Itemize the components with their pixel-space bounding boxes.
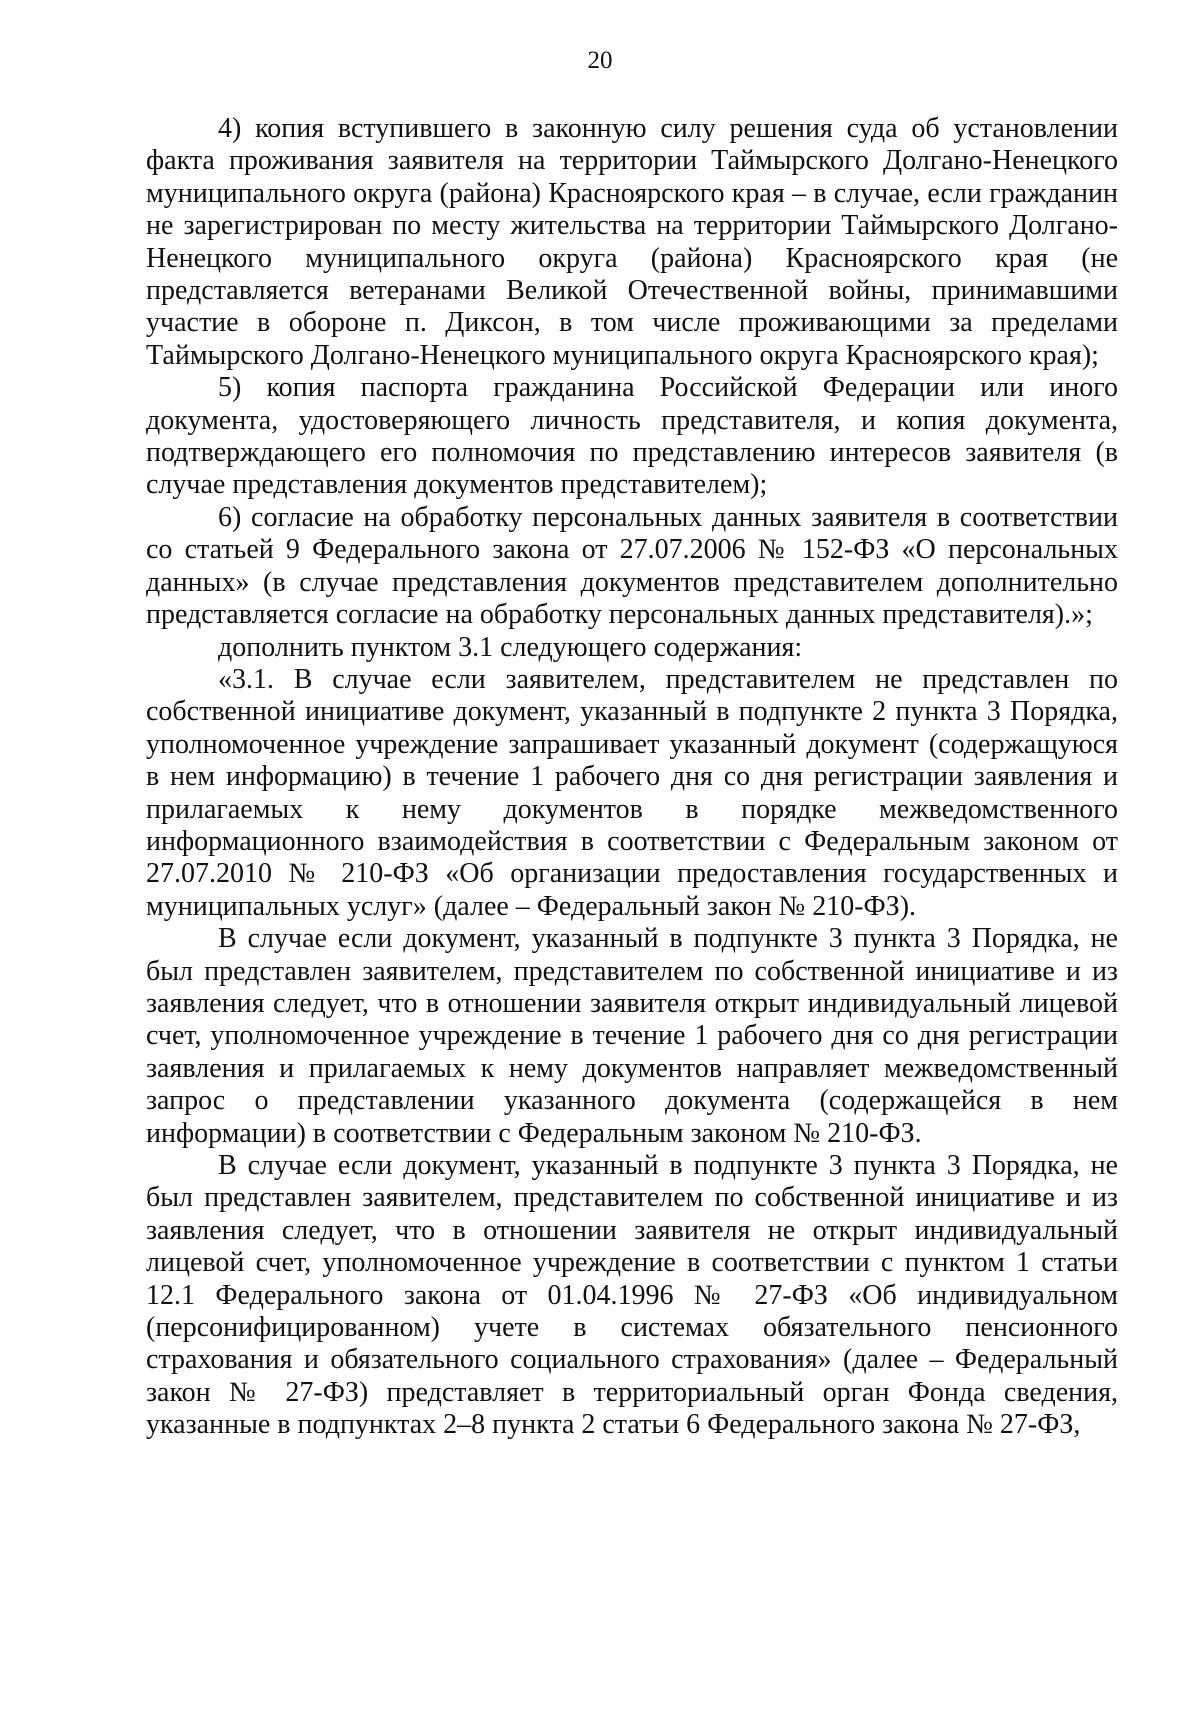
page-number: 20: [587, 47, 613, 74]
paragraph-item-5: 5) копия паспорта гражданина Российской Федерации или иного документа, удостоверяющего личность представителя, и копия документа, подтверждающего его полномочия по представлению интересов заявителя (в случае представления документов представителем);: [146, 372, 1118, 501]
document-body: [146, 113, 1118, 1442]
paragraph-account-not-opened: В случае если документ, указанный в подпункте 3 пункта 3 Порядка, не был представлен заявителем, представителем по собственной инициативе и из заявления следует, что в отношении заявителя не открыт индивидуальный лицевой счет, уполномоченное учреждение в соответствии с пунктом 1 статьи 12.1 Федерального закона от 01.04.1996 № 27-ФЗ «Об индивидуальном (персонифицированном) учете в системах обязательного пенсионного страхования и обязательного социального страхования» (далее – Федеральный закон № 27-ФЗ) представляет в территориальный орган Фонда сведения, указанные в подпунктах 2–8 пункта 2 статьи 6 Федерального закона № 27-ФЗ,: [146, 1150, 1118, 1441]
paragraph-clause-3-1: «3.1. В случае если заявителем, представителем не представлен по собственной инициативе документ, указанный в подпункте 2 пункта 3 Порядка, уполномоченное учреждение запрашивает указанный документ (содержащуюся в нем информацию) в течение 1 рабочего дня со дня регистрации заявления и прилагаемых к нему документов в порядке межведомственного информационного взаимодействия в соответствии с Федеральным законом от 27.07.2010 № 210-ФЗ «Об организации предоставления государственных и муниципальных услуг» (далее – Федеральный закон № 210-ФЗ).: [146, 663, 1118, 922]
paragraph-item-4: 4) копия вступившего в законную силу решения суда об установлении факта проживания заявителя на территории Таймырского Долгано-Ненецкого муниципального округа (района) Красноярского края – в случае, если гражданин не зарегистрирован по месту жительства на территории Таймырского Долгано-Ненецкого муниципального округа (района) Красноярского края (не представляется ветеранами Великой Отечественной войны, принимавшими участие в обороне п. Диксон, в том числе проживающими за пределами Таймырского Долгано-Ненецкого муниципального округа Красноярского края);: [146, 113, 1118, 371]
paragraph-item-6: 6) согласие на обработку персональных данных заявителя в соответствии со статьей 9 Федерального закона от 27.07.2006 № 152-ФЗ «О персональных данных» (в случае представления документов представителем дополнительно представляется согласие на обработку персональных данных представителя).»;: [146, 501, 1118, 631]
paragraph-amendment-intro: дополнить пунктом 3.1 следующего содержания:: [218, 631, 803, 663]
paragraph-account-opened: В случае если документ, указанный в подпункте 3 пункта 3 Порядка, не был представлен заявителем, представителем по собственной инициативе и из заявления следует, что в отношении заявителя открыт индивидуальный лицевой счет, уполномоченное учреждение в течение 1 рабочего дня со дня регистрации заявления и прилагаемых к нему документов направляет межведомственный запрос о представлении указанного документа (содержащейся в нем информации) в соответствии с Федеральным законом № 210-ФЗ.: [146, 923, 1118, 1149]
